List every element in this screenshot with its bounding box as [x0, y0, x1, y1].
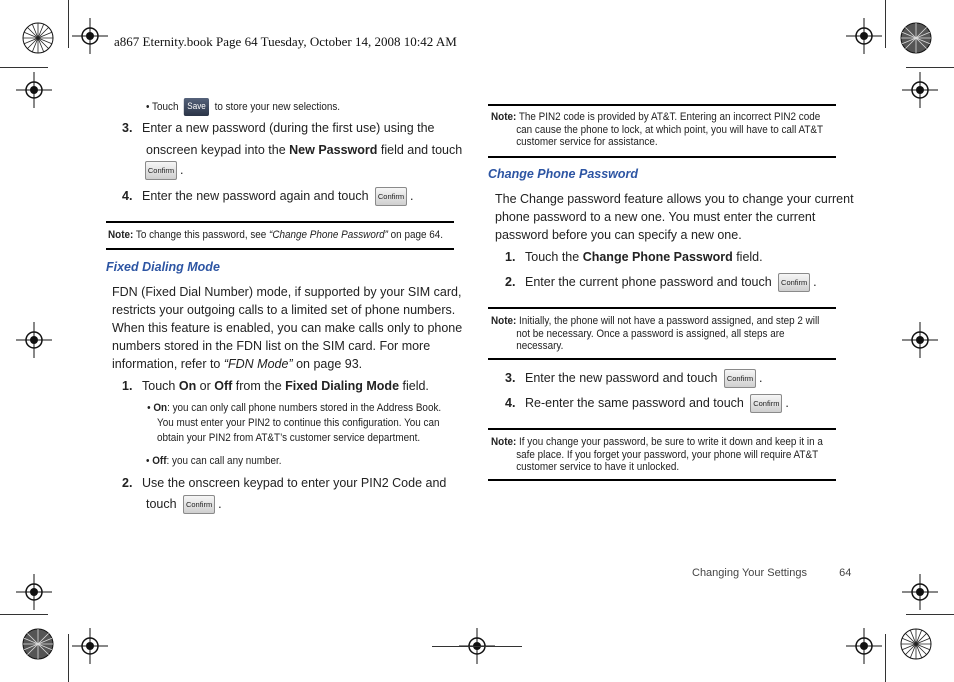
step-text: touch	[146, 497, 177, 511]
bullet-on-line: • On: you can only call phone numbers stored in the Address Book.	[147, 402, 442, 414]
step-4: 4. Enter the new password again and touch Confirm .	[122, 187, 414, 206]
step-number: 2.	[505, 275, 516, 289]
bullet-text: : you can only call phone numbers stored in the Address Book.	[167, 402, 442, 414]
page-number: 64	[839, 567, 852, 579]
bullet-text: : you can call any number.	[166, 455, 282, 467]
registration-mark-icon	[846, 628, 882, 664]
note-text: safe place. If you forget your password, your phone will require AT&T	[516, 448, 819, 461]
crop-line	[906, 614, 954, 615]
registration-mark-icon	[902, 322, 938, 358]
option-off: Off	[214, 379, 233, 393]
paragraph-line: The Change password feature allows you to change your current	[495, 192, 854, 206]
option-on: On	[153, 402, 168, 414]
confirm-button[interactable]: Confirm	[778, 273, 810, 292]
note-label: Note:	[491, 436, 517, 448]
step-number: 3.	[505, 371, 516, 385]
step-number: 3.	[122, 121, 133, 135]
section-heading: Fixed Dialing Mode	[106, 260, 220, 274]
note-text: not be necessary. Once a password is assigned, all steps are	[516, 327, 785, 340]
field-name-change-phone-password: Change Phone Password	[582, 250, 733, 264]
paragraph-line: numbers stored in the FDN list on the SIM card. For more	[112, 339, 431, 353]
bullet-on	[147, 401, 442, 446]
crop-line	[68, 0, 69, 48]
crop-line	[885, 634, 886, 682]
paragraph-text: information, refer to	[112, 357, 224, 371]
note-label: Note:	[491, 315, 517, 327]
note-rule-bottom	[488, 156, 836, 158]
step-3-line1: Enter a new password (during the first use) using the	[142, 121, 435, 135]
section-heading: Change Phone Password	[488, 167, 639, 181]
crop-line	[885, 0, 886, 48]
step-3-line2	[146, 141, 462, 159]
bullet-text: obtain your PIN2 from AT&T’s customer service department.	[157, 432, 421, 444]
save-button[interactable]: Save	[184, 98, 209, 116]
bullet-save-prefix: Touch	[152, 100, 179, 113]
crop-line	[0, 614, 48, 615]
bullet-text: You must enter your PIN2 to continue this configuration. You can	[157, 417, 440, 429]
step-3-line2-post: field and touch	[377, 143, 463, 157]
registration-mark-icon	[846, 18, 882, 54]
note-rule-top	[488, 428, 836, 430]
registration-mark-icon	[16, 322, 52, 358]
note-pin2	[491, 111, 823, 149]
note-rule-bottom	[106, 248, 454, 250]
step-text: from the	[232, 379, 286, 393]
step-4-text: Enter the new password again and touch	[142, 189, 369, 203]
note-text: customer service for assistance.	[516, 136, 658, 148]
paragraph-text: on page 93.	[292, 357, 363, 371]
note-line	[491, 315, 819, 328]
step-3-button-line: Confirm .	[145, 161, 183, 180]
note-line	[491, 436, 823, 449]
confirm-button[interactable]: Confirm	[375, 187, 407, 206]
color-rosette-icon	[900, 22, 932, 54]
crop-line	[68, 634, 69, 682]
step-text: or	[196, 379, 215, 393]
note-line	[491, 111, 823, 124]
step-2-line2: touch Confirm .	[146, 495, 222, 514]
note-text: can cause the phone to lock, at which point, you will have to call AT&T	[516, 123, 824, 136]
step-number: 1.	[505, 250, 516, 264]
step-number: 2.	[122, 476, 133, 490]
color-rosette-icon	[22, 628, 54, 660]
step-text: field.	[732, 250, 763, 264]
confirm-button[interactable]: Confirm	[750, 394, 782, 413]
note-rule-bottom	[488, 358, 836, 360]
step-number: 1.	[122, 379, 133, 393]
step-2	[122, 474, 446, 492]
confirm-button[interactable]: Confirm	[724, 369, 756, 388]
step-2: 2. Enter the current phone password and touch Confirm .	[505, 273, 817, 292]
step-number: 4.	[122, 189, 133, 203]
bullet-off: • Off: you can call any number.	[146, 455, 282, 467]
registration-mark-icon	[72, 18, 108, 54]
fdn-paragraph	[112, 283, 462, 373]
paragraph-line: phone password to a new one. You must enter the current	[495, 210, 816, 224]
bullet-save-suffix: to store your new selections.	[214, 100, 341, 113]
step-text: Re-enter the same password and touch	[525, 396, 744, 410]
note-tail: on page 64.	[387, 229, 443, 241]
confirm-button[interactable]: Confirm	[145, 161, 177, 180]
step-3	[122, 119, 435, 137]
note-label: Note:	[491, 111, 517, 123]
footer	[692, 566, 851, 581]
note-text: customer service to have it unlocked.	[516, 461, 680, 473]
note-rule-top	[488, 307, 836, 309]
step-1	[505, 248, 763, 266]
paragraph-line: When this feature is enabled, you can make calls only to phone	[112, 321, 463, 335]
crop-line	[432, 646, 522, 647]
step-3-line2-pre: onscreen keypad into the	[146, 143, 290, 157]
change-password-paragraph	[495, 190, 854, 244]
step-text: Touch	[142, 379, 179, 393]
registration-mark-icon	[16, 574, 52, 610]
footer-section: Changing Your Settings	[692, 567, 807, 579]
registration-mark-icon	[902, 574, 938, 610]
book-header: a867 Eternity.book Page 64 Tuesday, October 14, 2008 10:42 AM	[114, 34, 457, 49]
step-text: Touch the	[525, 250, 583, 264]
registration-mark-icon	[902, 72, 938, 108]
field-name-new-password: New Password	[289, 143, 378, 157]
note-text: Initially, the phone will not have a password assigned, and step 2 will	[519, 315, 820, 327]
step-text: Use the onscreen keypad to enter your PIN2 Code and	[142, 476, 447, 490]
bullet-save: • Touch Save to store your new selections.	[146, 98, 340, 116]
registration-mark-icon	[72, 628, 108, 664]
paragraph-line: FDN (Fixed Dial Number) mode, if supported by your SIM card,	[112, 285, 462, 299]
note-forgot-password	[491, 436, 823, 474]
note-text: necessary.	[516, 340, 564, 352]
color-rosette-icon	[22, 22, 54, 54]
option-off: Off	[152, 455, 167, 467]
step-3: 3. Enter the new password and touch Confirm .	[505, 369, 762, 388]
step-4: 4. Re-enter the same password and touch Confirm .	[505, 394, 789, 413]
note-rule-top	[106, 221, 454, 223]
option-on: On	[178, 379, 197, 393]
note-rule-top	[488, 104, 836, 106]
note-label: Note:	[108, 229, 134, 241]
confirm-button[interactable]: Confirm	[183, 495, 215, 514]
note-reference: “Change Phone Password”	[269, 229, 388, 241]
step-text: Enter the current phone password and touch	[525, 275, 772, 289]
registration-mark-icon	[16, 72, 52, 108]
note-text: The PIN2 code is provided by AT&T. Entering an incorrect PIN2 code	[518, 111, 821, 123]
note-text: To change this password, see	[135, 229, 270, 241]
note-password	[108, 228, 443, 243]
step-text: Enter the new password and touch	[525, 371, 718, 385]
paragraph-line: restricts your outgoing calls to a limited set of phone numbers.	[112, 303, 456, 317]
paragraph-line	[112, 355, 462, 373]
note-initial-password	[491, 315, 819, 353]
step-1	[122, 377, 429, 395]
fdn-mode-reference: “FDN Mode”	[223, 357, 293, 371]
step-number: 4.	[505, 396, 516, 410]
paragraph-line: password before you can specify a new one.	[495, 228, 742, 242]
crop-line	[0, 67, 48, 68]
step-text: field.	[399, 379, 429, 393]
note-rule-bottom	[488, 479, 836, 481]
color-rosette-icon	[900, 628, 932, 660]
crop-line	[906, 67, 954, 68]
field-name-fixed-dialing-mode: Fixed Dialing Mode	[285, 379, 400, 393]
note-text: If you change your password, be sure to write it down and keep it in a	[519, 436, 823, 448]
